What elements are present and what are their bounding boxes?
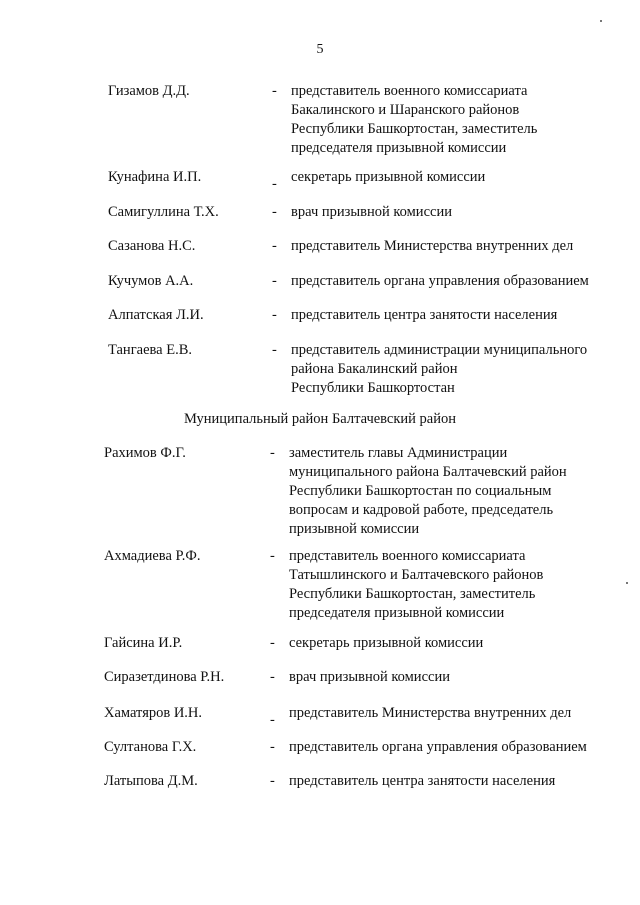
- dash-separator: -: [270, 669, 275, 685]
- member-role: врач призывной комиссии: [289, 669, 450, 685]
- member-name: Гизамов Д.Д.: [108, 83, 190, 99]
- member-role: представитель военного комиссариата Бакалинского и Шаранского районов Республики Башкортостан, заместитель председателя призывной комиссии: [291, 83, 538, 156]
- member-role: представитель администрации муниципального района Бакалинский район Республики Башкортостан: [291, 342, 588, 396]
- member-name: Гайсина И.Р.: [104, 635, 183, 651]
- member-name: Султанова Г.Х.: [104, 739, 197, 755]
- scan-speck: [600, 20, 602, 22]
- member-name: Кучумов А.А.: [108, 273, 194, 289]
- member-role: представитель органа управления образованием: [291, 273, 589, 289]
- scan-speck: [626, 582, 628, 584]
- page-number: 5: [316, 42, 324, 57]
- member-role: врач призывной комиссии: [291, 204, 452, 220]
- dash-separator: -: [272, 176, 277, 192]
- dash-separator: -: [270, 739, 275, 755]
- member-name: Сиразетдинова Р.Н.: [104, 669, 225, 685]
- member-role: представитель органа управления образованием: [289, 739, 587, 755]
- member-name: Хаматяров И.Н.: [104, 705, 203, 721]
- member-name: Кунафина И.П.: [108, 169, 202, 185]
- member-name: Латыпова Д.М.: [104, 773, 198, 789]
- dash-separator: -: [272, 238, 277, 254]
- dash-separator: -: [270, 712, 275, 728]
- dash-separator: -: [270, 635, 275, 651]
- dash-separator: -: [272, 307, 277, 323]
- member-name: Сазанова Н.С.: [108, 238, 196, 254]
- dash-separator: -: [270, 773, 275, 789]
- dash-separator: -: [270, 548, 275, 564]
- member-role: заместитель главы Администрации муниципального района Балтачевский район Республики Башкортостан по социальным вопросам и кадровой работе, председатель призывной комиссии: [289, 445, 567, 537]
- member-name: Тангаева Е.В.: [108, 342, 193, 358]
- member-role: представитель военного комиссариата Татышлинского и Балтачевского районов Республики Башкортостан, заместитель председателя призывной комиссии: [289, 548, 544, 621]
- member-role: представитель центра занятости населения: [291, 307, 558, 323]
- dash-separator: -: [272, 342, 277, 358]
- member-role: представитель центра занятости населения: [289, 773, 556, 789]
- member-role: секретарь призывной комиссии: [291, 169, 486, 185]
- member-role: представитель Министерства внутренних дел: [291, 238, 574, 254]
- dash-separator: -: [272, 83, 277, 99]
- member-name: Алпатская Л.И.: [108, 307, 204, 323]
- member-name: Ахмадиева Р.Ф.: [104, 548, 201, 564]
- member-name: Рахимов Ф.Г.: [104, 445, 186, 461]
- section-heading: Муниципальный район Балтачевский район: [183, 411, 457, 427]
- member-role: представитель Министерства внутренних дел: [289, 705, 572, 721]
- dash-separator: -: [272, 204, 277, 220]
- dash-separator: -: [270, 445, 275, 461]
- dash-separator: -: [272, 273, 277, 289]
- member-name: Самигуллина Т.Х.: [108, 204, 219, 220]
- member-role: секретарь призывной комиссии: [289, 635, 484, 651]
